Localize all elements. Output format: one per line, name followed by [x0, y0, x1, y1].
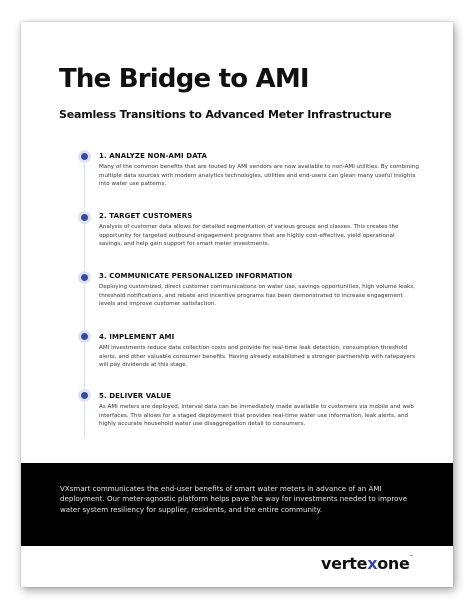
- step-body: Analysis of customer data allows for detailed segmentation of various groups and classes. This creates the opportunity for targeted outbound engagement programs that are highly cost-effective, yield operational savings, and help gain support for smart meter investments.: [99, 224, 399, 248]
- footer-band: [21, 463, 453, 546]
- step-body: Deploying customized, direct customer communications on water use, savings opportunities, high volume leaks, threshold notifications, and rebate and incentive programs has been demonstrated to increase engagement levels and improve customer satisfaction.: [99, 284, 415, 308]
- step-heading: 2. TARGET CUSTOMERS: [99, 212, 193, 220]
- step-2: [99, 212, 419, 249]
- step-1: [99, 152, 419, 189]
- footer-text: VXsmart communicates the end-user benefits of smart water meters in advance of an AMI deployment. Our meter-agnostic platform helps pave the way for investments needed to improve water system resiliency for supplier, residents, and the entire community.: [60, 484, 408, 514]
- timeline-dot-icon: [81, 153, 88, 160]
- step-heading: 4. IMPLEMENT AMI: [99, 333, 175, 341]
- vertexone-logo: [321, 554, 413, 573]
- trademark-mark: ™: [409, 554, 414, 559]
- logo-x-mark: x: [367, 554, 378, 573]
- step-5: [99, 392, 419, 429]
- document-page: [21, 22, 453, 587]
- logo-text-part: verte: [321, 554, 368, 573]
- timeline-dot-icon: [81, 214, 88, 221]
- page-title: The Bridge to AMI: [59, 64, 309, 94]
- timeline-dot-icon: [81, 333, 88, 340]
- timeline-dot-icon: [81, 274, 88, 281]
- step-body: Many of the common benefits that are touted by AMI vendors are now available to non-AMI utilities. By combining multiple data sources with modern analytics technologies, utilities and end-users can glean many useful insights into water use patterns.: [99, 164, 419, 188]
- step-heading: 3. COMMUNICATE PERSONALIZED INFORMATION: [99, 272, 293, 280]
- step-3: [99, 272, 419, 309]
- step-4: [99, 333, 419, 370]
- logo-text-part: one: [377, 554, 410, 573]
- timeline-dot-icon: [81, 392, 88, 399]
- step-heading: 5. DELIVER VALUE: [99, 392, 172, 400]
- step-heading: 1. ANALYZE NON-AMI DATA: [99, 152, 208, 160]
- step-body: As AMI meters are deployed, interval data can be immediately made available to customers via mobile and web interfaces. This allows for a staged deployment that provides real-time water use information, leak alerts, and highly accurate household water use disaggregation detail to consumers.: [99, 404, 414, 428]
- step-body: AMI investments reduce data collection costs and provide for real-time leak detection, consumption threshold alerts, and other valuable consumer benefits. Having already established a stronger partnership with ratepayers will pay dividends at this stage.: [99, 345, 416, 369]
- page-subtitle: Seamless Transitions to Advanced Meter Infrastructure: [59, 108, 392, 121]
